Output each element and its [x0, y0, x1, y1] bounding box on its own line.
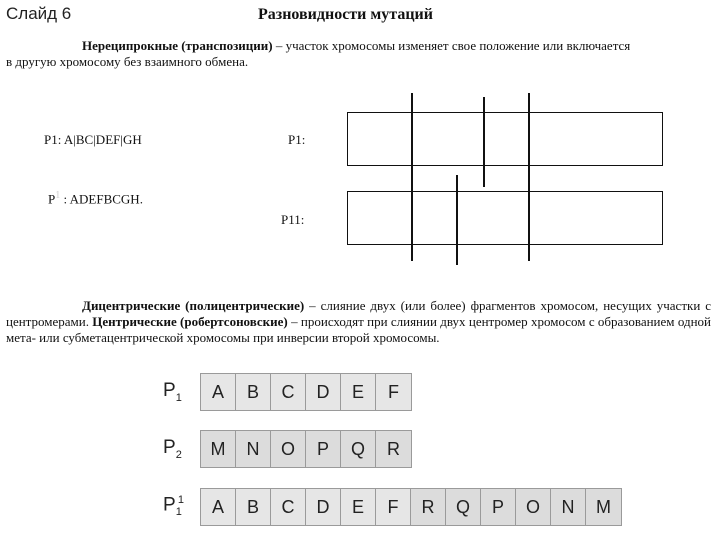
gene-cell: C: [271, 489, 306, 525]
transposition-term: Нереципрокные (транспозиции): [82, 38, 273, 53]
gene-cell: P: [306, 431, 341, 467]
label-p11: $P_1^1$: [163, 494, 184, 519]
break-line-2: [483, 97, 485, 187]
formula-before: P1: A|BC|DEF|GH: [44, 132, 142, 147]
gene-cell: N: [551, 489, 586, 525]
transposition-text-1: – участок хромосомы изменяет свое положение или включается: [272, 38, 631, 53]
gene-cell: B: [236, 374, 271, 410]
gene-cell: M: [586, 489, 621, 525]
break-line-4: [456, 175, 458, 265]
break-line-1: [411, 93, 413, 261]
gene-cell: O: [516, 489, 551, 525]
gene-cell: R: [376, 431, 411, 467]
gene-cell: A: [201, 489, 236, 525]
dicentric-text: – слияние двух (или более) фрагментов хромосом, несущих участки с центромерами.: [6, 298, 711, 329]
gene-cell: F: [376, 489, 411, 525]
gene-cell: Q: [341, 431, 376, 467]
diagram-label-bottom: P11:: [281, 212, 305, 227]
gene-cell: E: [341, 374, 376, 410]
label-p1: $P_1$: [163, 380, 182, 404]
diagram-label-top: P1:: [288, 132, 306, 147]
formula-after: [48, 190, 143, 207]
gene-cell: N: [236, 431, 271, 467]
slide-number: Слайд 6: [6, 4, 72, 23]
transposition-text-2: в другую хромосому без взаимного обмена.: [6, 54, 249, 69]
gene-cell: D: [306, 374, 341, 410]
page-title: Разновидности мутаций: [258, 6, 433, 23]
gene-cell: M: [201, 431, 236, 467]
gene-cell: O: [271, 431, 306, 467]
centric-term: Центрические (робертсоновские): [92, 314, 288, 329]
gene-cell: C: [271, 374, 306, 410]
chromosome-rect-bottom: [347, 191, 663, 245]
gene-cell: B: [236, 489, 271, 525]
gene-cell: A: [201, 374, 236, 410]
faded-superscript: 1: [55, 190, 61, 201]
dicentric-term: Дицентрические (полицентрические): [82, 298, 305, 313]
transposition-paragraph: [6, 38, 714, 70]
break-line-3: [528, 93, 530, 261]
formula-after-text: : ADEFBCGH.: [60, 191, 143, 207]
chromosome-p1: [200, 373, 412, 411]
gene-cell: R: [411, 489, 446, 525]
label-p2: $P_2$: [163, 437, 182, 461]
chromosome-p11: [200, 488, 622, 526]
gene-cell: P: [481, 489, 516, 525]
gene-cell: Q: [446, 489, 481, 525]
formula-after-prefix: P: [48, 191, 56, 207]
centric-text: – происходят при слиянии двух центромер хромосом с образованием одной мета- или субметацентрической хромосомы при инверсии второй хромосомы.: [6, 314, 711, 345]
chromosome-p2: [200, 430, 412, 468]
gene-cell: E: [341, 489, 376, 525]
gene-cell: D: [306, 489, 341, 525]
chromosome-rect-top: [347, 112, 663, 166]
gene-cell: F: [376, 374, 411, 410]
dicentric-paragraph: [6, 298, 711, 346]
